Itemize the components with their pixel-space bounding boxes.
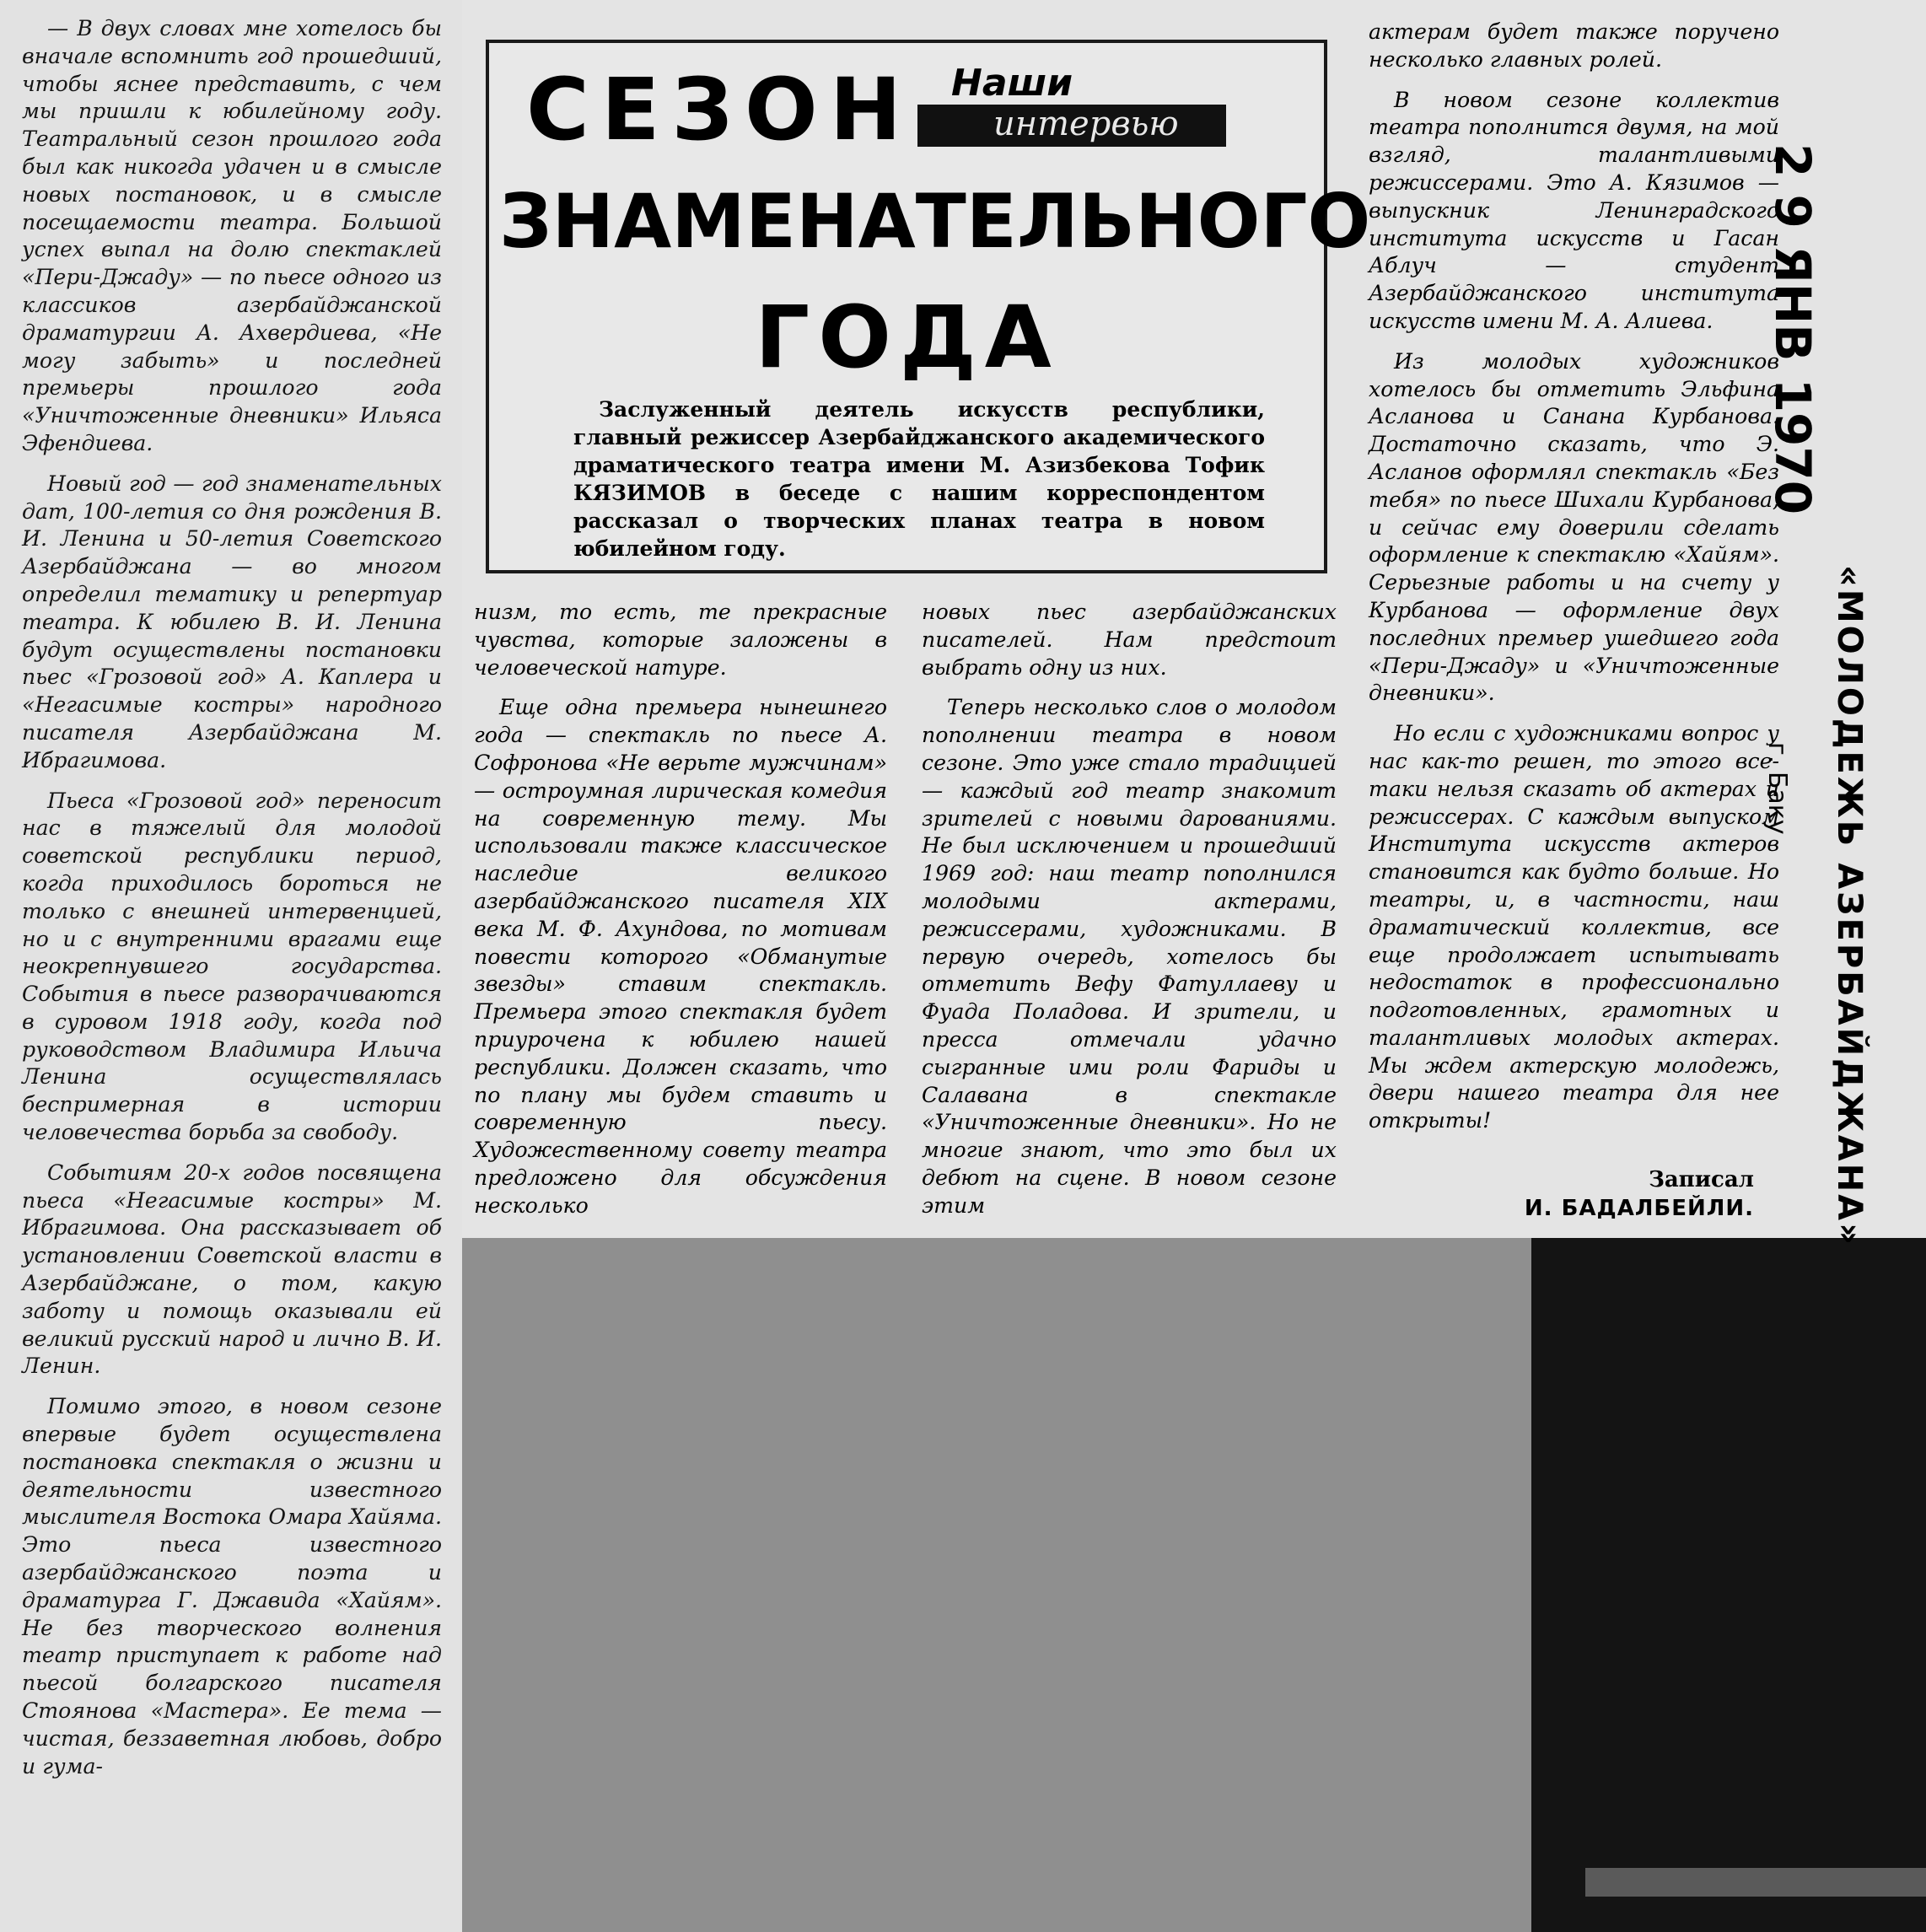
signature-label: Записал [1649,1167,1754,1192]
paragraph: низм, то есть, те прекрасные чувства, которые заложены в человеческой натуре. [474,600,887,680]
paragraph: Еще одна премьера нынешнего года — спектакль по пьесе А. Софронова «Не верьте мужчинам» — остроумная лирическая комедия на современную тему. Мы использовали также классическое наследие великого азербайджанского писателя XIX века М. Ф. Ахундова, по мотивам повести которого «Обманутые звезды» ставим спектакль. Премьера этого спектакля будет приурочена к юбилею нашей республики. Должен сказать, что по плану мы будем ставить и современную пьесу. Художественному совету театра предложено для обсуждения несколько [474,695,887,1218]
rubric-line-1: Наши [951,62,1073,105]
paragraph: — В двух словах мне хотелось бы вначале вспомнить год прошедший, чтобы яснее представить, с чем мы пришли к юбилейному году. Театральный сезон прошлого года был как никогда удачен и в смысле новых постановок, и в смысле посещаемости театра. Большой успех выпал на долю спектаклей «Пери-Джаду» — по пьесе одного из классиков азербайджанской драматургии А. Ахвердиева, «Не могу забыть» и последней премьеры прошлого года «Уничтоженные дневники» Ильяса Эфендиева. [22,16,442,455]
author-signature [1476,1165,1754,1223]
rubric-line-2: интервью [917,105,1226,147]
paragraph: Но если с художниками вопрос у нас как-то решен, то этого все-таки нельзя сказать об актерах и режиссерах. С каждым выпуском Института искусств актеров становится как будто больше. Но театры, и, в частности, наш драматический коллектив, все еще продолжает испытывать недостаток в профессионально подготовленных, грамотных и талантливых молодых актерах. Мы ждем актерскую молодежь, двери нашего театра для нее открыты! [1369,721,1779,1133]
headline-part-1: СЕЗОН [526,60,914,160]
headline-part-3: ГОДА [755,288,1060,388]
date-stamp: 2 9 ЯНВ 1970 [1764,143,1821,515]
paragraph: Пьеса «Грозовой год» переносит нас в тяжелый для молодой советской республики период, когда приходилось бороться не только с внешней интервенцией, но и с внутренними врагами еще неокрепнувшего государства. События в пьесе разворачиваются в суровом 1918 году, когда под руководством Владимира Ильича Ленина осуществлялась беспримерная в истории человечества борьба за свободу. [22,788,442,1145]
paragraph: Событиям 20-х годов посвящена пьеса «Негасимые костры» М. Ибрагимова. Она рассказывает об установлении Советской власти в Азербайджане, о том, какую заботу и помощь оказывали ей великий русский народ и лично В. И. Ленин. [22,1160,442,1379]
background-stripe [1585,1868,1926,1897]
lead-paragraph: Заслуженный деятель искусств республики, главный режиссер Азербайджанского академического драматического театра имени М. Азизбекова Тофик КЯЗИМОВ в беседе с нашим корреспондентом рассказал о творческих планах театра в новом юбилейном году. [573,397,1265,561]
paragraph: Новый год — год знаменательных дат, 100-летия со дня рождения В. И. Ленина и 50-летия Советского Азербайджана — во многом определил тематику и репертуар театра. К юбилею В. И. Ленина будут осуществлены постановки пьес «Грозовой год» А. Каплера и «Негасимые костры» народного писателя Азербайджана М. Ибрагимова. [22,471,442,772]
clipping-left-strip [0,0,462,1932]
newspaper-stamp: «МОЛОДЕЖЬ АЗЕРБАЙДЖАНА» [1830,565,1869,1247]
article-column-3 [474,599,887,1233]
article-column-4 [922,599,1337,1233]
paragraph: Из молодых художников хотелось бы отметить Эльфина Асланова и Санана Курбанова. Достаточно сказать, что Э. Асланов оформлял спектакль «Без тебя» по пьесе Шихали Курбанова, и сейчас ему доверили сделать оформление к спектаклю «Хайям». Серьезные работы и на счету у Курбанова — оформление двух последних премьер ушедшего года «Пери-Джаду» и «Уничтоженные дневники». [1369,348,1779,706]
paragraph: Теперь несколько слов о молодом пополнении театра в новом сезоне. Это уже стало традицией — каждый год театр знакомит зрителей с новыми дарованиями. Не был исключением и прошедший 1969 год: наш театр пополнился молодыми актерами, режиссерами, художниками. В первую очередь, хотелось бы отметить Вефу Фатуллаеву и Фуада Поладова. И зрители, и пресса отмечали удачно сыгранные ими роли Фариды и Салавана в спектакле «Уничтоженные дневники». Но не многие знают, что это был их дебют на сцене. В новом сезоне этим [922,695,1337,1218]
background-dark-area [1531,1238,1926,1932]
city-stamp: г. Баку [1762,742,1792,835]
article-column-1 [22,15,442,1793]
headline-part-2: ЗНАМЕНАТЕЛЬНОГО [499,178,1371,265]
paragraph: актерам будет также поручено несколько главных ролей. [1369,19,1779,72]
background-gray-area [462,1238,1531,1932]
paragraph: новых пьес азербайджанских писателей. Нам предстоит выбрать одну из них. [922,600,1337,680]
article-column-5 [1369,19,1779,1148]
headline-box [486,40,1371,573]
paragraph: В новом сезоне коллектив театра пополнится двумя, на мой взгляд, талантливыми режиссерами. Это А. Кязимов — выпускник Ленинградского института искусств и Гасан Аблуч — студент Азербайджанского института искусств имени М. А. Алиева. [1369,87,1779,333]
signature-name: И. БАДАЛБЕЙЛИ. [1524,1196,1754,1221]
rubric-label [917,62,1226,147]
paragraph: Помимо этого, в новом сезоне впервые будет осуществлена постановка спектакля о жизни и деятельности известного мыслителя Востока Омара Хайяма. Это пьеса известного азербайджанского поэта и драматурга Г. Джавида «Хайям». Не без творческого волнения театр приступает к работе над пьесой болгарского писателя Стоянова «Мастера». Ее тема — чистая, беззаветная любовь, добро и гума- [22,1394,442,1779]
